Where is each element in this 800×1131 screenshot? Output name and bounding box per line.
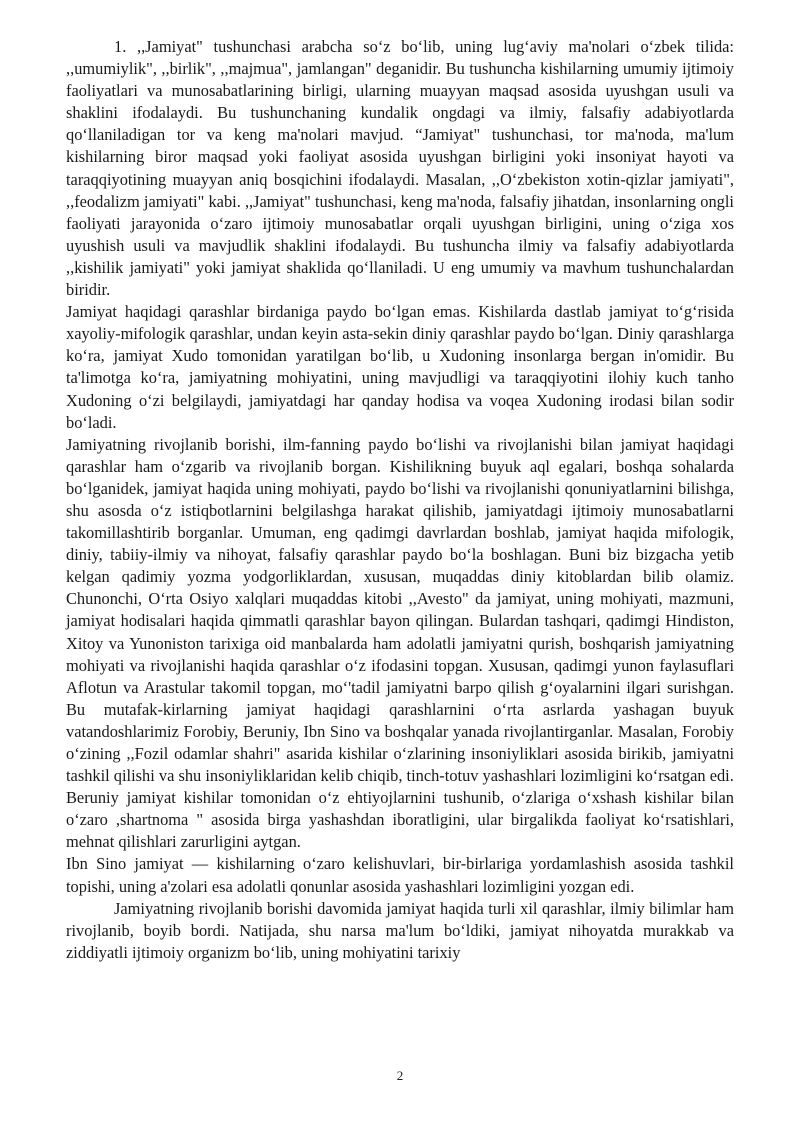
paragraph-early-views: Jamiyat haqidagi qarashlar birdaniga paydo bo‘lgan emas. Kishilarda dastlab jamiyat to‘g‘risida xayoliy-mifologik qarashlar, undan keyin asta-sekin diniy qarashlar paydo bo‘lgan. Diniy qarashlarga ko‘ra, jamiyat Xudo tomonidan yaratilgan bo‘lib, u Xudoning insonlarga bergan in'omidir. Bu ta'limotga ko‘ra, jamiyatning mohiyatini, uning mavjudligi va taraqqiyotini ilohiy kuch tanho Xudoning o‘zi belgilaydi, jamiyatdagi har qanday hodisa va voqea Xudoning irodasi bilan sodir bo‘ladi. xyxy=(66,302,734,432)
paragraph-beruniy: Beruniy jamiyat kishilar tomonidan o‘z ehtiyojlarnini tushunib, o‘zlariga o‘xshash kishilar bilan o‘zaro ,shartnoma " asosida birga yashashdan iboratligini, ular birgalikda faoliyat ko‘rsatishlari, mehnat qilishlari zarurligini aytgan. xyxy=(66,788,734,852)
page-number: 2 xyxy=(396,1068,404,1083)
document-body xyxy=(66,36,734,964)
paragraph-complex-organism: Jamiyatning rivojlanib borishi davomida jamiyat haqida turli xil qarashlar, ilmiy bilimlar ham rivojlanib, boyib bordi. Natijada, shu narsa ma'lum bo‘ldiki, jamiyat nihoyatda murakkab va ziddiyatli ijtimoiy organizm bo‘lib, uning mohiyatini tarixiy xyxy=(66,898,734,962)
paragraph-ibn-sino: Ibn Sino jamiyat — kishilarning o‘zaro kelishuvlari, bir-birlariga yordamlashish asosida tashkil topishi, uning a'zolari esa adolatli qonunlar asosida yashashlari lozimligini yozgan edi. xyxy=(66,854,734,896)
paragraph-jamiyat-definition: 1. ,,Jamiyat" tushunchasi arabcha so‘z bo‘lib, uning lug‘aviy ma'nolari o‘zbek tilida: ,,umumiylik", ,,birlik", ,,majmua", jamlangan" deganidir. Bu tushuncha kishilarning umumiy ijtimoiy faoliyatlari va munosabatlarining birligi, ularning muayyan maqsad asosida uyushgan usuli va shaklini ifodalaydi. Bu tushunchaning kundalik ongdagi va ilmiy, falsafiy adabiyotlarda qo‘llaniladigan tor va keng ma'nolari mavjud. “Jamiyat" tushunchasi, tor ma'noda, ma'lum kishilarning biror maqsad yoki faoliyat asosida uyushgan birligini yoki insoniyat hayoti va taraqqiyotining muayyan aniq bosqichini ifodalaydi. Masalan, ,,O‘zbekiston xotin-qizlar jamiyati", ,,feodalizm jamiyati" kabi. ,,Jamiyat" tushunchasi, keng ma'noda, falsafiy jihatdan, insonlarning ongli faoliyati jarayonida o‘zaro ijtimoiy munosabatlar orqali uyushgan birligini, uning o‘ziga xos uyushish usuli va mavjudlik shaklini ifodalaydi. Bu tushuncha ilmiy va falsafiy adabiyotlarda ,,kishilik jamiyati" yoki jamiyat shaklida qo‘llaniladi. U eng umumiy va mavhum tushunchalardan biridir. xyxy=(66,37,734,300)
paragraph-historical-development: Jamiyatning rivojlanib borishi, ilm-fanning paydo bo‘lishi va rivojlanishi bilan jamiyat haqidagi qarashlar ham o‘zgarib va rivojlanib borgan. Kishilikning buyuk aql egalari, boshqa sohalarda bo‘lganidek, jamiyat haqida uning mohiyati, paydo bo‘lishi va rivojlanishi qonuniyatlarnini bilishga, shu asosda o‘z istiqbotlarnini belgilashga harakat qilishib, jamiyatdagi ijtimoiy munosabatlarni takomillashtirib borganlar. Umuman, eng qadimgi davrlardan boshlab, jamiyat haqida mifologik, diniy, tabiiy-ilmiy va nihoyat, falsafiy qarashlar paydo bo‘la boshlagan. Buni biz bizgacha yetib kelgan qadimiy yozma yodgorliklardan, xususan, muqaddas diniy kitoblardan bilib olamiz. Chunonchi, O‘rta Osiyo xalqlari muqaddas kitobi ,,Avesto" da jamiyat, uning mohiyati, mazmuni, jamiyat hodisalari haqida qimmatli qarashlar bayon qilingan. Bulardan tashqari, qadimgi Hindiston, Xitoy va Yunoniston tarixiga oid manbalarda ham adolatli jamiyatni qurish, boshqarish jamiyatning mohiyati va rivojlanishi haqida qarashlar o‘z ifodasini topgan. Xususan, qadimgi yunon faylasuflari Aflotun va Arastular takomil topgan, mo‘'tadil jamiyatni barpo qilish g‘oyalarnini ilgari surishgan. Bu mutafak-kirlarning jamiyat haqidagi qarashlarnini o‘rta asrlarda yashagan buyuk vatandoshlarimiz Forobiy, Beruniy, Ibn Sino va boshqalar yanada rivojlantirganlar. Masalan, Forobiy o‘zining ,,Fozil odamlar shahri" asarida kishilar o‘zlarining insoniyliklari asosida birikib, jamiyatni tashkil qilishi va shu insoniyliklaridan kelib chiqib, tinch-totuv yashashlari lozimligini ko‘rsatgan edi. xyxy=(66,434,734,786)
